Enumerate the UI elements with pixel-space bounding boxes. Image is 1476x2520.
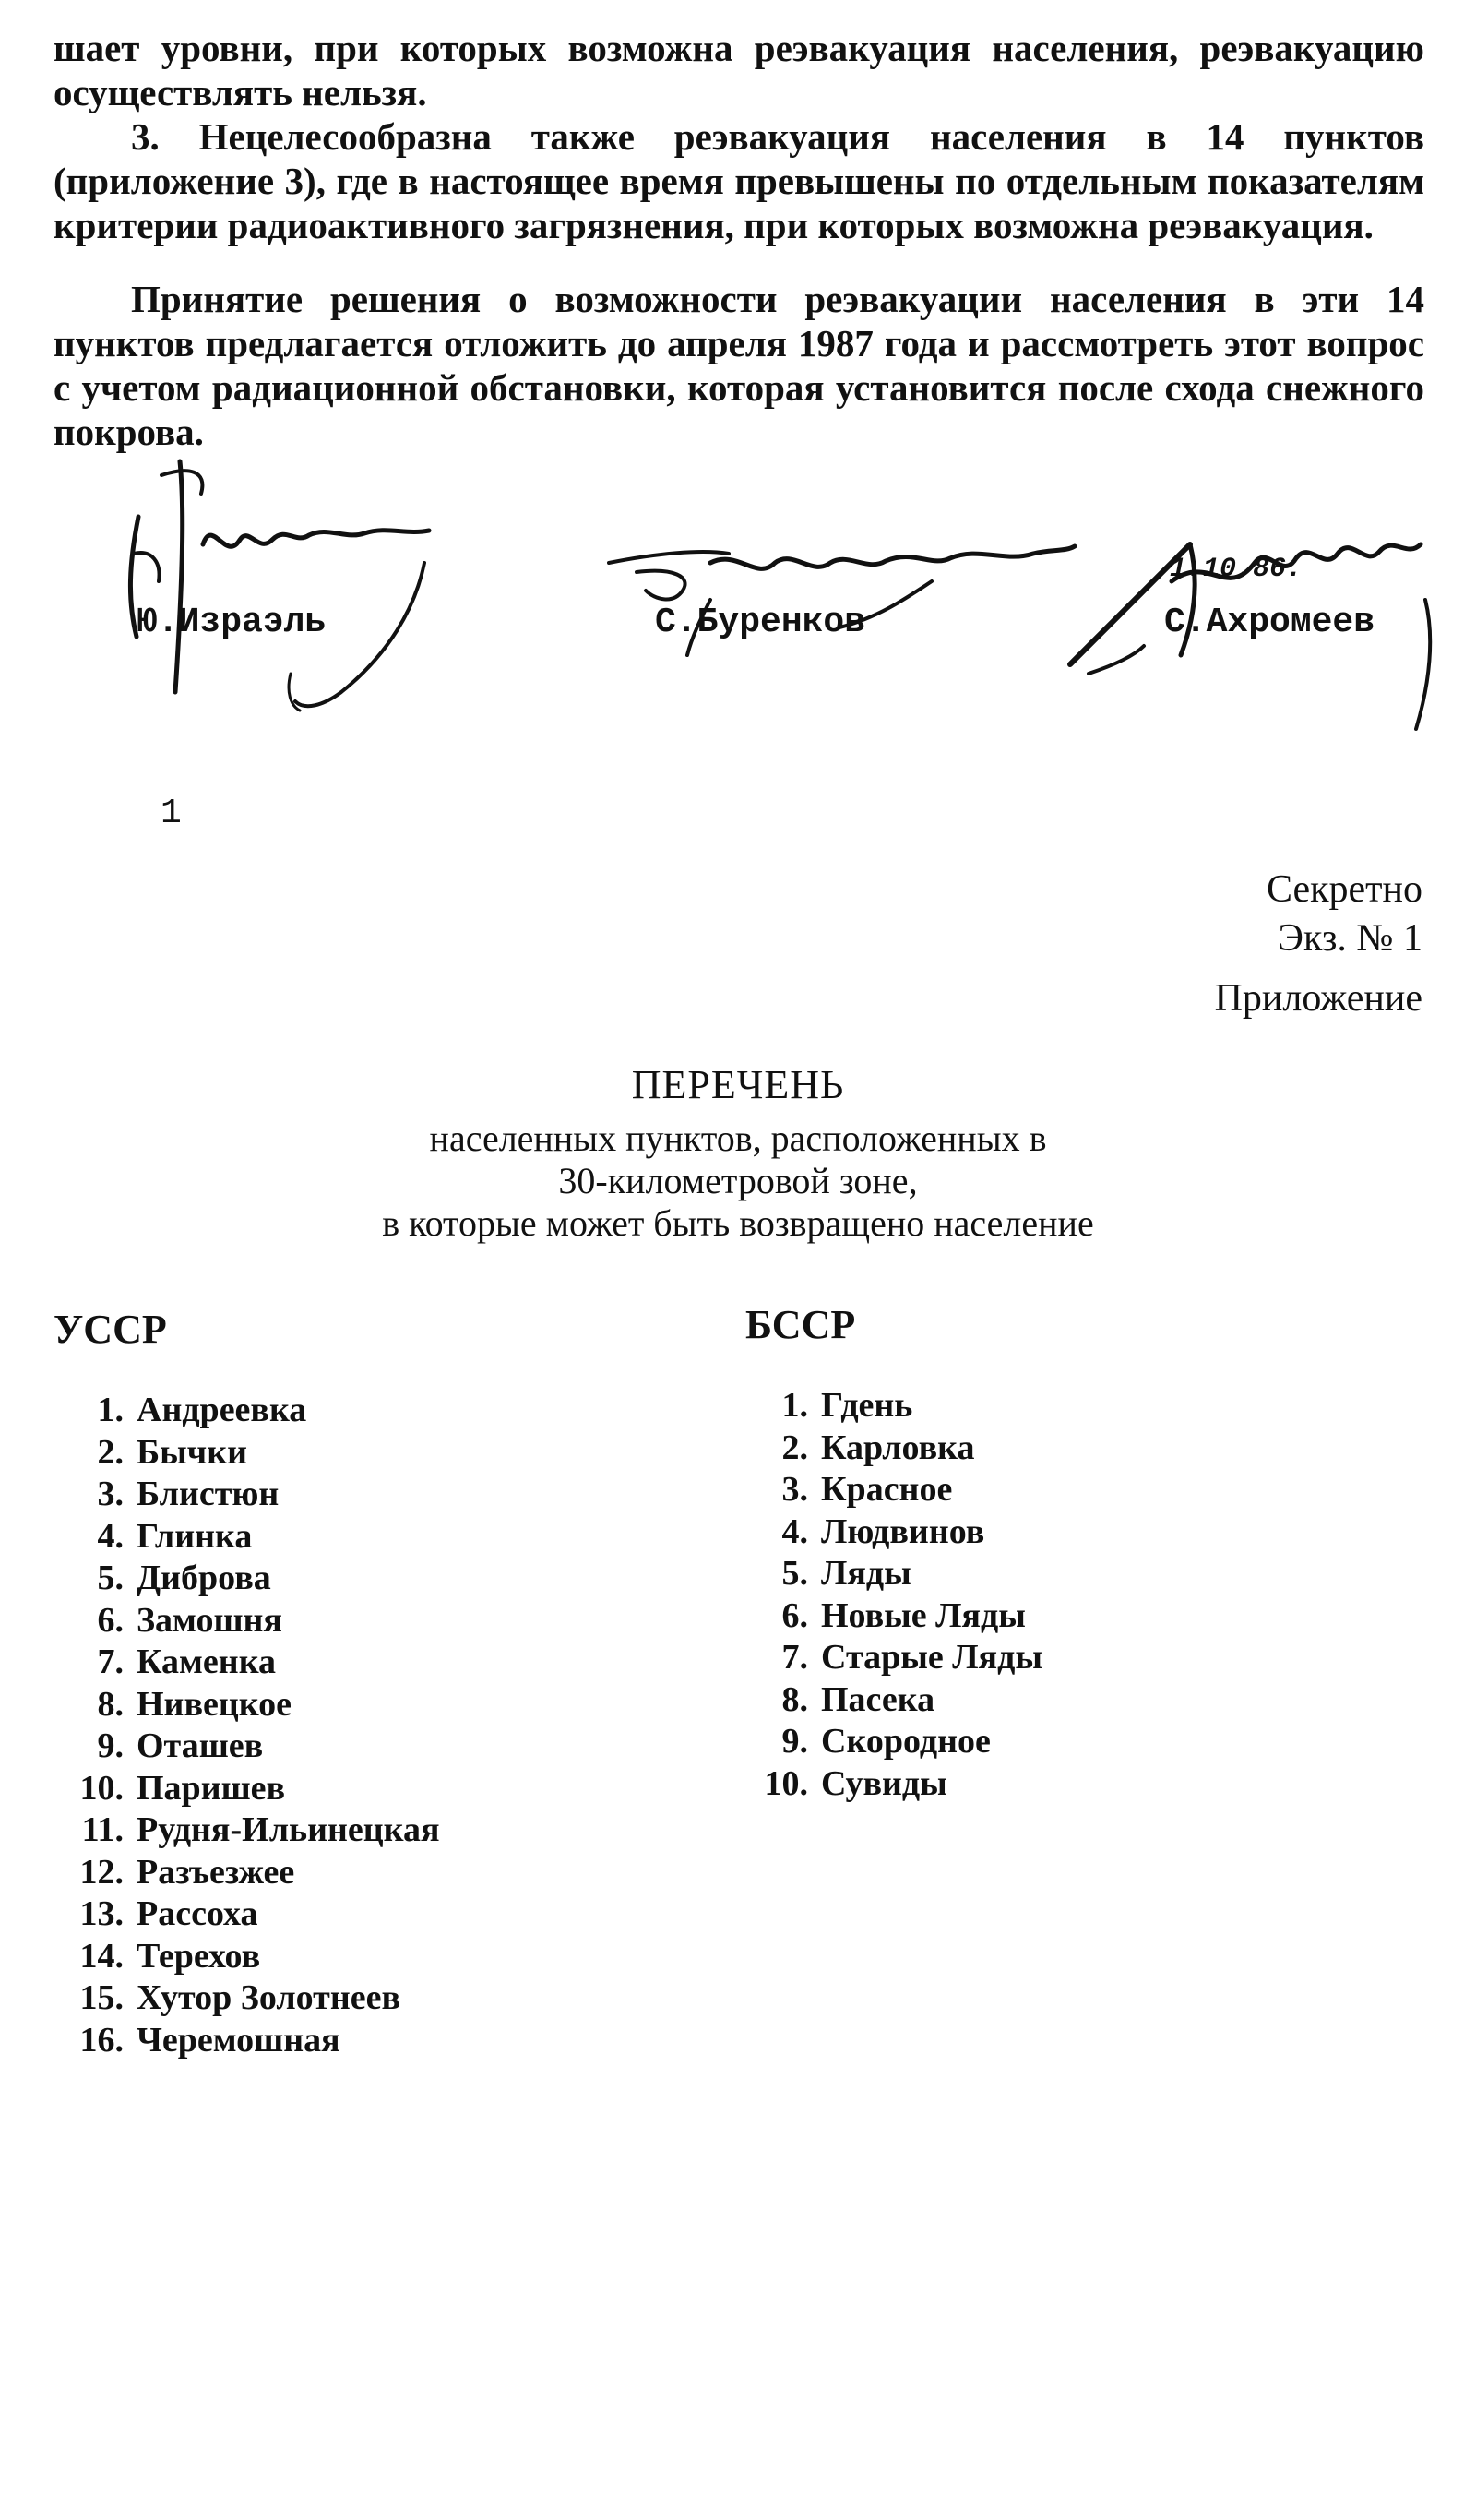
list-item: 4. Людвинов	[781, 1511, 985, 1551]
list-item: 11. Рудня-Ильинецкая	[81, 1810, 440, 1849]
list-item: 3. Блистюн	[97, 1475, 280, 1513]
list-item: 5. Ляды	[781, 1554, 911, 1593]
ussr-heading: УССР	[54, 1307, 167, 1352]
list-item: 7. Каменка	[97, 1642, 277, 1681]
page-number: 1	[161, 794, 182, 833]
list-item: 9. Скородное	[781, 1722, 991, 1761]
copy-number: Экз. № 1	[1278, 917, 1422, 960]
signature-burenkov-handwriting	[600, 526, 1079, 664]
ussr-list	[54, 1390, 440, 2061]
list-item: 3. Красное	[781, 1470, 953, 1509]
bssr-list	[738, 1385, 1042, 1805]
list-item: 13. Рассоха	[79, 1894, 258, 1933]
list-item: 6. Замошня	[97, 1600, 282, 1640]
list-item: 8. Нивецкое	[97, 1684, 292, 1724]
list-subtitle-line3: в которые может быть возвращено население	[382, 1202, 1094, 1244]
list-item: 12. Разъезжее	[79, 1852, 295, 1892]
list-item: 5. Диброва	[97, 1559, 271, 1597]
list-item: 2. Карловка	[781, 1427, 975, 1467]
list-item: 1. Андреевка	[97, 1391, 307, 1429]
paragraph-decision: Принятие решения о возможности реэвакуации населения в эти 14 пунктов предлагается отложить до апреля 1987 года и рассмотреть этот вопрос с учетом радиационной обстановки, которая установится после схода снежного покрова.	[54, 278, 1424, 453]
signature-name-akhromeev: С.Ахромеев	[1164, 603, 1375, 642]
list-subtitle-line2: 30-километровой зоне,	[558, 1160, 918, 1201]
list-item: 16. Черемошная	[79, 2020, 340, 2060]
paragraph-continuation: шает уровни, при которых возможна реэвакуация населения, реэвакуацию осуществлять нельзя.	[54, 27, 1424, 113]
paragraph-item-3: 3. Нецелесообразна также реэвакуация населения в 14 пунктов (приложение 3), где в настоящее время превышены по отдельным показателям критерии радиоактивного загрязнения, при которых возможна реэвакуация.	[54, 115, 1424, 246]
list-item: 10. Сувиды	[764, 1763, 947, 1803]
signature-name-izrael: Ю.Израэль	[137, 603, 327, 642]
list-item: 14. Терехов	[79, 1936, 261, 1976]
list-item: 1. Гдень	[781, 1386, 913, 1425]
list-item: 15. Хутор Золотнеев	[79, 1978, 400, 2017]
list-title: ПЕРЕЧЕНЬ	[631, 1062, 845, 1107]
list-item: 4. Глинка	[97, 1516, 253, 1556]
signature-izrael-handwriting	[111, 452, 461, 720]
list-item: 6. Новые Ляды	[781, 1595, 1026, 1635]
list-item: 10. Паришев	[79, 1768, 286, 1808]
list-item: 7. Старые Ляды	[781, 1638, 1043, 1677]
bssr-heading: БССР	[745, 1302, 856, 1347]
list-item: 2. Бычки	[97, 1432, 248, 1472]
signature-date: 1.10.86.	[1170, 554, 1303, 585]
secret-label: Секретно	[1266, 868, 1422, 911]
list-subtitle-line1: населенных пунктов, расположенных в	[429, 1117, 1047, 1159]
appendix-label: Приложение	[1214, 977, 1422, 1020]
list-item: 9. Оташев	[97, 1726, 264, 1765]
signature-name-burenkov: С.Буренков	[655, 603, 866, 642]
list-item: 8. Пасека	[781, 1679, 935, 1719]
